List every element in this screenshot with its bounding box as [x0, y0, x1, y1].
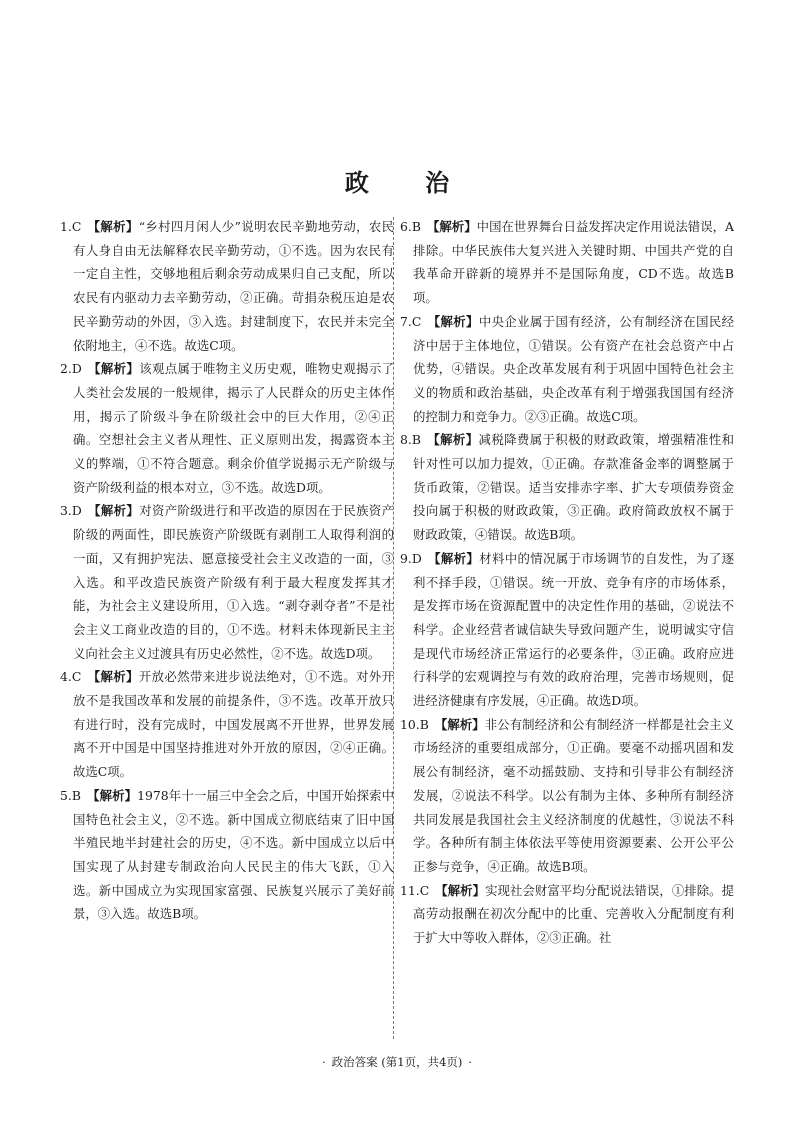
analysis-text: 中国在世界舞台日益发挥决定作用说法错误，A排除。中华民族伟大复兴进入关键时期、中国共产党的自我革命开辟新的境界并不是国际角度，CD不选。故选B项。	[413, 219, 735, 306]
analysis-tag: 【解析】	[427, 313, 479, 329]
analysis-text: “乡村四月闲人少”说明农民辛勤地劳动，农民有人身自由无法解释农民辛勤劳动，①不选。因为农民有一定自主性，交够地租后剩余劳动成果归自己支配，所以农民有内驱动力去辛勤劳动，②正确。苛捐杂税压迫是农民辛勤劳动的外因，③入选。封建制度下，农民并未完全依附地主，④不选。故选C项。	[73, 219, 395, 353]
answer-item	[400, 713, 734, 879]
footer-page-number: (第1页，共4页)	[381, 1055, 463, 1069]
answer-number: 4.C	[60, 669, 82, 685]
answer-number: 1.C	[60, 219, 82, 234]
answer-number: 8.B	[400, 432, 421, 448]
analysis-tag: 【解析】	[426, 219, 477, 234]
answer-item	[60, 499, 394, 665]
answer-number: 5.B	[60, 787, 81, 803]
answer-number: 9.D	[400, 550, 422, 566]
answer-item	[60, 357, 394, 499]
analysis-text: 1978年十一届三中全会之后，中国开始探索中国特色社会主义，②不选。新中国成立彻底结束了旧中国半殖民地半封建社会的历史，④不选。新中国成立以后中国实现了从封建专制政治向人民民主的伟大飞跃，①入选。新中国成立为实现国家富强、民族复兴展示了美好前景，③入选。故选B项。	[73, 787, 394, 922]
answer-column-left	[60, 215, 394, 926]
analysis-tag: 【解析】	[87, 219, 139, 234]
footer-bullet-left: ·	[321, 1055, 326, 1069]
analysis-text: 开放必然带来进步说法绝对，①不选。对外开放不是我国改革和发展的前提条件，③不选。改革开放只有进行时，没有完成时，中国发展离不开世界，世界发展离不开中国是中国坚持推进对外开放的原因，②④正确。故选C项。	[73, 669, 395, 780]
answer-item	[60, 215, 394, 357]
answer-item	[400, 310, 734, 429]
answer-number: 11.C	[400, 882, 430, 898]
analysis-text: 材料中的情况属于市场调节的自发性，为了逐利不择手段，①错误。统一开放、竞争有序的市场体系，是发挥市场在资源配置中的决定性作用的基础，②说法不科学。企业经营者诚信缺失导致问题产生，说明诚实守信是现代市场经济正常运行的必要条件，③正确。政府应进行科学的宏观调控与有效的政府治理，完善市场规则，促进经济健康有序发展，④正确。故选D项。	[413, 550, 735, 709]
page-footer	[0, 1054, 794, 1070]
analysis-text: 非公有制经济和公有制经济一样都是社会主义市场经济的重要组成部分，①正确。要毫不动摇巩固和发展公有制经济，毫不动摇鼓励、支持和引导非公有制经济发展，②说法不科学。以公有制为主体、多种所有制经济共同发展是我国社会主义经济制度的优越性，③说法不科学。各种所有制主体依法平等使用资源要素、公开公平公正参与竞争，④正确。故选B项。	[413, 716, 735, 874]
page-title: 政 治	[344, 168, 474, 197]
analysis-text: 减税降费属于积极的财政政策，增强精准性和针对性可以加力提效，①正确。存款准备金率的调整属于货币政策，②错误。适当安排赤字率、扩大专项债券资金投向属于积极的财政政策，③正确。政府简政放权不属于财政政策，④错误。故选B项。	[413, 432, 735, 543]
answer-number: 3.D	[60, 503, 82, 519]
answer-item	[400, 215, 734, 310]
analysis-tag: 【解析】	[87, 669, 139, 685]
answer-number: 10.B	[400, 716, 429, 732]
answer-item	[60, 784, 394, 926]
analysis-tag: 【解析】	[434, 716, 485, 732]
footer-bullet-right: ·	[468, 1055, 473, 1069]
answer-column-right	[400, 215, 734, 950]
analysis-text: 实现社会财富平均分配说法错误，①排除。提高劳动报酬在初次分配中的比重、完善收入分配制度有利于扩大中等收入群体，②③正确。社	[413, 882, 735, 946]
answer-item	[400, 428, 734, 547]
analysis-text: 对资产阶级进行和平改造的原因在于民族资产阶级的两面性，即民族资产阶级既有剥削工人取得利润的一面，又有拥护宪法、愿意接受社会主义改造的一面，③入选。和平改造民族资产阶级有利于最大程度发挥其才能，为社会主义建设所用，①入选。“剥夺剥夺者”不是社会主义工商业改造的目的，①不选。材料未体现新民主主义向社会主义过渡具有历史必然性，②不选。故选D项。	[73, 503, 395, 661]
analysis-tag: 【解析】	[87, 503, 140, 519]
answer-number: 6.B	[400, 219, 421, 234]
answer-item	[400, 547, 734, 713]
analysis-text: 该观点属于唯物主义历史观，唯物史观揭示了人类社会发展的一般规律，揭示了人民群众的历史主体作用，揭示了阶级斗争在阶级社会中的巨大作用，②④正确。空想社会主义者从理性、正义原则出发，揭露资本主义的弊端，①不符合题意。剩余价值学说揭示无产阶级与资产阶级利益的根本对立，③不选。故选D项。	[73, 361, 395, 495]
footer-subject: 政治答案	[331, 1055, 378, 1069]
analysis-text: 中央企业属于国有经济，公有制经济在国民经济中居于主体地位，①错误。公有资产在社会总资产中占优势，④错误。央企改革发展有利于巩固中国特色社会主义的物质和政治基础，央企改革有利于增强我国国有经济的控制力和竞争力。②③正确。故选C项。	[413, 313, 735, 424]
analysis-tag: 【解析】	[86, 787, 138, 803]
answer-number: 7.C	[400, 313, 422, 329]
analysis-tag: 【解析】	[426, 432, 479, 448]
analysis-tag: 【解析】	[87, 361, 140, 377]
analysis-tag: 【解析】	[427, 550, 480, 566]
answer-item	[400, 879, 734, 950]
answer-number: 2.D	[60, 361, 82, 377]
analysis-tag: 【解析】	[435, 882, 486, 898]
answer-item	[60, 665, 394, 784]
